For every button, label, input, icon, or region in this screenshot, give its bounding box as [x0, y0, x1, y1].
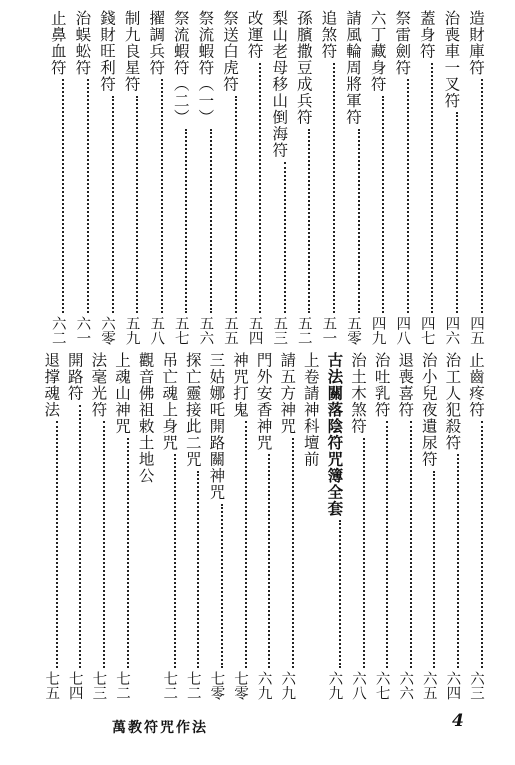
toc-entry-title: 改運符 [245, 10, 264, 60]
toc-entry-title: 神咒打鬼 [231, 352, 249, 418]
toc-entry [417, 352, 441, 700]
toc-upper-block [0, 10, 515, 345]
toc-entry [439, 10, 463, 345]
toc-entry-title: 止鼻血符 [48, 10, 67, 76]
toc-entry-page: 六七 [373, 671, 390, 700]
toc-entry-title: 治蜈蚣符 [73, 10, 92, 76]
toc-entry-page: 七零 [232, 671, 248, 700]
toc-entry-title: 古法關落陰符咒簿全套 [325, 352, 345, 517]
toc-entry [440, 352, 464, 700]
toc-entry [464, 352, 488, 700]
toc-entry [144, 10, 168, 345]
toc-entry-page: 六九 [279, 671, 296, 700]
toc-entry-title: 梨山老母移山倒海符 [270, 10, 289, 159]
toc-entry-title: 吊亡魂上身咒 [160, 352, 179, 451]
toc-entry [169, 10, 193, 345]
toc-entry [134, 352, 158, 700]
toc-entry-title: 退撑魂法 [42, 352, 61, 418]
toc-entry [86, 352, 110, 700]
toc-entry [39, 352, 63, 700]
toc-entry [393, 352, 417, 700]
toc-entry-page: 六三 [468, 671, 484, 700]
toc-entry [299, 352, 323, 700]
toc-entry-page: 七二 [114, 671, 130, 700]
toc-entry-page: 五三 [271, 316, 288, 345]
toc-entry-page: 六二 [49, 316, 66, 345]
toc-entry-page: 五六 [197, 316, 214, 345]
toc-entry-page: 七三 [90, 671, 107, 700]
toc-lower-block [0, 352, 515, 700]
toc-entry-title: 退喪喜符 [396, 352, 415, 418]
toc-entry [341, 10, 365, 345]
toc-entry [415, 10, 439, 345]
toc-entry-page: 五九 [123, 316, 140, 345]
toc-entry [70, 10, 94, 345]
toc-entry-title: 治吐乳符 [372, 352, 391, 418]
toc-entry [316, 10, 340, 345]
toc-entry [110, 352, 134, 700]
toc-entry [464, 10, 488, 345]
toc-entry-page: 七五 [43, 671, 60, 700]
toc-entry-page: 七二 [184, 671, 201, 700]
toc-entry-title: 治工人犯殺符 [443, 352, 462, 451]
toc-entry-title: 祭雷劍符 [393, 10, 412, 76]
toc-entry-title: 觀音佛祖敕土地公 [136, 352, 155, 484]
book-title-footer: 萬教符咒作法 [112, 720, 208, 736]
toc-entry-title: 制九良星符 [122, 10, 141, 93]
toc-entry-title: 祭送白虎符 [221, 10, 239, 93]
dot-leader [40, 79, 64, 313]
toc-entry [157, 352, 181, 700]
toc-entry [370, 352, 394, 700]
toc-entry-page: 六九 [326, 671, 343, 700]
toc-entry-page: 五一 [320, 316, 337, 345]
page-number: 4 [452, 711, 464, 731]
toc-entry-page: 四七 [418, 316, 435, 345]
toc-entry-title: 上魂山神咒 [113, 352, 131, 435]
toc-entry-page: 四九 [369, 316, 386, 345]
toc-entry-page: 六八 [350, 671, 366, 700]
toc-entry-title: 造財庫符 [467, 10, 485, 76]
toc-entry [275, 352, 299, 700]
toc-entry-page: 七零 [208, 671, 225, 700]
toc-entry-title: 上卷請神科壇前 [301, 352, 320, 468]
toc-entry-page: 六零 [99, 316, 115, 345]
toc-entry-title: 開路符 [65, 352, 84, 402]
toc-entry-title: 請風輪周將軍符 [344, 10, 362, 126]
toc-entry-title: 六丁藏身符 [368, 10, 387, 93]
toc-entry-page: 七二 [161, 671, 178, 700]
toc-entry-title: 治喪車一叉符 [442, 10, 461, 109]
toc-entry-title: 法毫光符 [89, 352, 108, 418]
toc-entry-page: 五八 [148, 316, 165, 345]
toc-entry [267, 10, 291, 345]
toc-entry-page: 五五 [222, 316, 238, 345]
toc-entry-page: 六五 [420, 671, 437, 700]
toc-entry [63, 352, 87, 700]
toc-entry [322, 352, 346, 700]
toc-entry-title: 錢財旺利符 [98, 10, 116, 93]
toc-entry-title: 探亡靈接此二咒 [183, 352, 202, 468]
toc-entry [252, 352, 276, 700]
toc-entry [95, 10, 119, 345]
toc-entry [390, 10, 414, 345]
toc-entry [292, 10, 316, 345]
toc-entry-title: 孫臏撒豆成兵符 [294, 10, 313, 126]
toc-entry [120, 10, 144, 345]
toc-entry-page: 五七 [172, 316, 189, 345]
toc-entry-title: 三姑娜吒開路關神咒 [207, 352, 226, 501]
dot-leader [34, 421, 58, 668]
toc-entry-page: 六一 [74, 316, 91, 345]
toc-entry-page: 六四 [444, 671, 461, 700]
toc-entry [204, 352, 228, 700]
toc-entry [46, 10, 70, 345]
toc-entry-page: 四八 [394, 316, 411, 345]
toc-entry-title: 擢調兵符 [147, 10, 166, 76]
toc-entry-title: 治土木煞符 [349, 352, 367, 435]
toc-entry [243, 10, 267, 345]
toc-entry-title: 止齒疼符 [467, 352, 485, 418]
toc-entry-page: 六九 [255, 671, 272, 700]
toc-entry-page: 五二 [295, 316, 312, 345]
toc-entry-page: 四五 [468, 316, 484, 345]
toc-entry-page: 五零 [345, 316, 361, 345]
toc-entry-page: 六六 [397, 671, 414, 700]
toc-entry [218, 10, 242, 345]
toc-entry-page: 五四 [246, 316, 263, 345]
toc-entry [366, 10, 390, 345]
toc-entry-page: 七四 [66, 671, 83, 700]
toc-entry-title: 祭流蝦符（二） [171, 10, 190, 126]
toc-entry-title: 蓋身符 [417, 10, 436, 60]
toc-entry-title: 祭流蝦符（一） [196, 10, 215, 126]
toc-entry-title: 追煞符 [319, 10, 338, 60]
toc-entry-page: 四六 [443, 316, 460, 345]
toc-entry-title: 門外安香神咒 [254, 352, 273, 451]
toc-entry [181, 352, 205, 700]
toc-entry [346, 352, 370, 700]
toc-entry-title: 治小兒夜遺尿符 [419, 352, 438, 468]
toc-entry-title: 請五方神咒 [278, 352, 297, 435]
toc-entry [193, 10, 217, 345]
toc-entry [228, 352, 252, 700]
